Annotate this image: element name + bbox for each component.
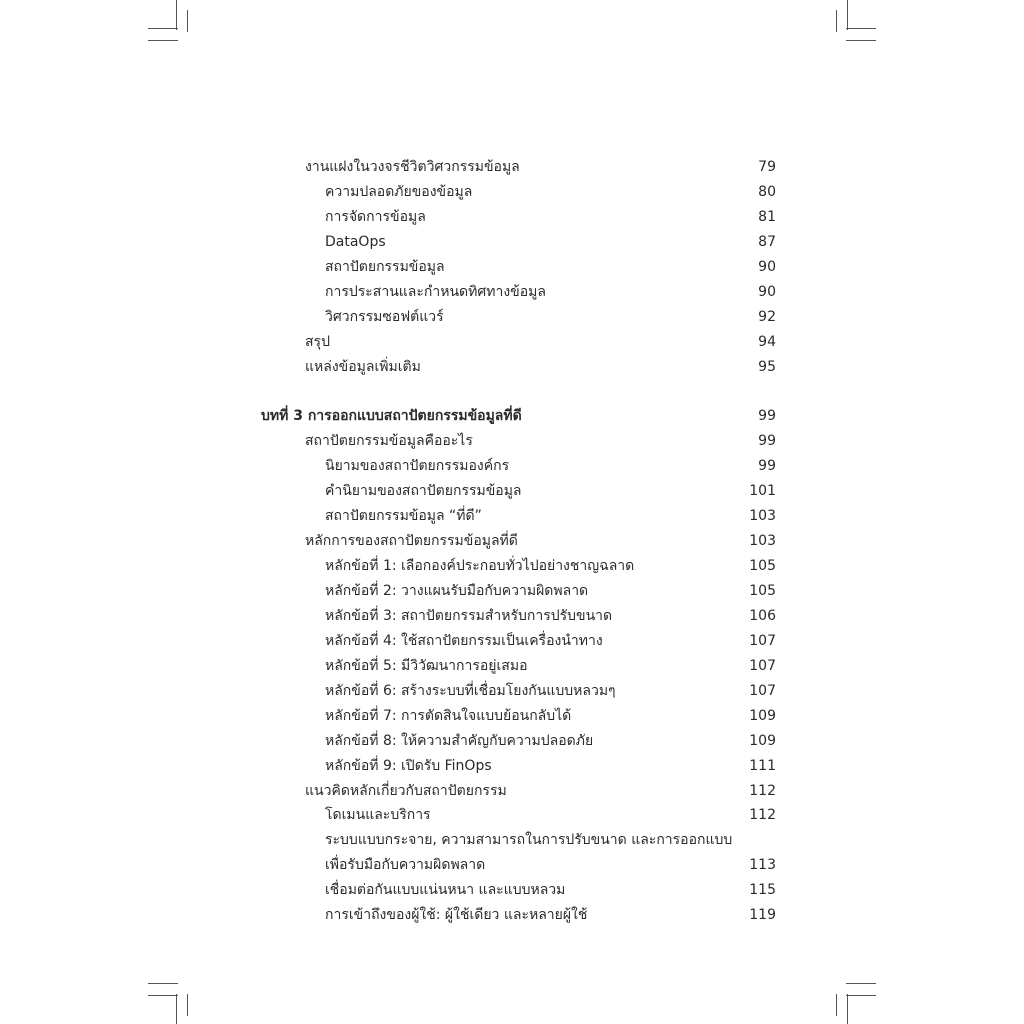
toc-entry-title: สถาปัตยกรรมข้อมูล “ที่ดี” xyxy=(325,508,482,524)
toc-entry xyxy=(305,429,776,454)
toc-entry xyxy=(325,803,776,828)
toc-entry-title: เพื่อรับมือกับความผิดพลาด xyxy=(325,857,486,873)
toc-entry-page: 92 xyxy=(758,309,776,325)
toc-entry xyxy=(325,280,776,305)
toc-entry-page: 95 xyxy=(758,359,776,375)
toc-entry-title: หลักข้อที่ 3: สถาปัตยกรรมสำหรับการปรับขนาด xyxy=(325,608,613,624)
toc-entry-title: การจัดการข้อมูล xyxy=(325,209,426,225)
toc-entry-page: 80 xyxy=(758,184,776,200)
toc-entry-page: 79 xyxy=(758,159,776,175)
toc-entry xyxy=(305,155,776,180)
toc-entry-page: 90 xyxy=(758,284,776,300)
toc-entry xyxy=(305,355,776,380)
toc-entry-page: 109 xyxy=(749,708,776,724)
toc-entry-page: 107 xyxy=(749,658,776,674)
toc-entry-title: การเข้าถึงของผู้ใช้: ผู้ใช้เดียว และหลายผู้ใช้ xyxy=(325,907,588,923)
toc-entry-page: 103 xyxy=(749,508,776,524)
toc-entry-page: 112 xyxy=(749,783,776,799)
toc-entry xyxy=(325,679,776,704)
toc-entry xyxy=(305,330,776,355)
toc-entry-title: สถาปัตยกรรมข้อมูล xyxy=(325,259,445,275)
toc-entry-page: 105 xyxy=(749,583,776,599)
toc-entry-page: 90 xyxy=(758,259,776,275)
toc-entry-title: หลักการของสถาปัตยกรรมข้อมูลที่ดี xyxy=(305,533,518,549)
toc-entry-page: 112 xyxy=(749,807,776,823)
toc-entry xyxy=(325,554,776,579)
toc-entry-title: แนวคิดหลักเกี่ยวกับสถาปัตยกรรม xyxy=(305,783,507,799)
toc-entry-title: ความปลอดภัยของข้อมูล xyxy=(325,184,473,200)
toc-entry-page: 99 xyxy=(758,433,776,449)
toc-entry-title: ระบบแบบกระจาย, ความสามารถในการปรับขนาด และการออกแบบ xyxy=(325,832,733,848)
toc-entry xyxy=(325,704,776,729)
toc-entry-title: เชื่อมต่อกันแบบแน่นหนา และแบบหลวม xyxy=(325,882,566,898)
toc-entry-page: 107 xyxy=(749,633,776,649)
toc-entry-page: 81 xyxy=(758,209,776,225)
toc-entry-page: 106 xyxy=(749,608,776,624)
toc-entry xyxy=(325,205,776,230)
toc-entry xyxy=(305,779,776,804)
toc-entry-title: แหล่งข้อมูลเพิ่มเติม xyxy=(305,359,421,375)
toc-entry xyxy=(325,604,776,629)
toc-entry-page: 103 xyxy=(749,533,776,549)
toc-entry-page: 101 xyxy=(749,483,776,499)
toc-entry xyxy=(325,754,776,779)
toc-entry xyxy=(325,654,776,679)
toc-entry-page: 99 xyxy=(758,408,776,424)
toc-entry xyxy=(325,828,776,853)
toc-entry xyxy=(325,230,776,255)
toc-entry-title: หลักข้อที่ 2: วางแผนรับมือกับความผิดพลาด xyxy=(325,583,589,599)
toc-entry xyxy=(325,729,776,754)
toc-entry-page: 105 xyxy=(749,558,776,574)
toc-entry-title: หลักข้อที่ 9: เปิดรับ FinOps xyxy=(325,758,492,774)
toc-entry-title: นิยามของสถาปัตยกรรมองค์กร xyxy=(325,458,510,474)
toc-entry-title: บทที่ 3 การออกแบบสถาปัตยกรรมข้อมูลที่ดี xyxy=(261,408,522,424)
toc-chapter-heading xyxy=(261,404,776,429)
toc-entry-title: วิศวกรรมซอฟต์แวร์ xyxy=(325,309,444,325)
toc-entry xyxy=(325,629,776,654)
toc-entry-title: หลักข้อที่ 6: สร้างระบบที่เชื่อมโยงกันแบบหลวมๆ xyxy=(325,683,616,699)
toc-entry-title: หลักข้อที่ 8: ให้ความสำคัญกับความปลอดภัย xyxy=(325,733,594,749)
toc-entry xyxy=(325,305,776,330)
toc-entry-title: หลักข้อที่ 7: การตัดสินใจแบบย้อนกลับได้ xyxy=(325,708,572,724)
toc-entry-page: 87 xyxy=(758,234,776,250)
toc-entry xyxy=(325,454,776,479)
toc-entry-title: การประสานและกำหนดทิศทางข้อมูล xyxy=(325,284,546,300)
toc-entry-page: 99 xyxy=(758,458,776,474)
toc-entry-title: หลักข้อที่ 1: เลือกองค์ประกอบทั่วไปอย่างชาญฉลาด xyxy=(325,558,635,574)
toc-entry-page: 115 xyxy=(749,882,776,898)
toc-entry-title: หลักข้อที่ 5: มีวิวัฒนาการอยู่เสมอ xyxy=(325,658,528,674)
toc-entry-title: โดเมนและบริการ xyxy=(325,807,431,823)
toc-entry xyxy=(325,180,776,205)
toc-entry-title: DataOps xyxy=(325,234,386,250)
toc-entry-title: งานแฝงในวงจรชีวิตวิศวกรรมข้อมูล xyxy=(305,159,520,175)
toc-entry-title: คำนิยามของสถาปัตยกรรมข้อมูล xyxy=(325,483,522,499)
toc-entry-page: 109 xyxy=(749,733,776,749)
toc-entry-page: 107 xyxy=(749,683,776,699)
toc-entry-title: สถาปัตยกรรมข้อมูลคืออะไร xyxy=(305,433,473,449)
toc-entry xyxy=(325,878,776,903)
toc-entry xyxy=(305,529,776,554)
toc-entry-title: สรุป xyxy=(305,334,330,350)
toc-entry-page: 94 xyxy=(758,334,776,350)
toc-entry xyxy=(325,504,776,529)
toc-entry xyxy=(325,903,776,928)
toc-entry xyxy=(325,853,776,878)
toc-entry xyxy=(325,255,776,280)
toc-entry-page: 113 xyxy=(749,857,776,873)
toc-entry-title: หลักข้อที่ 4: ใช้สถาปัตยกรรมเป็นเครื่องนำทาง xyxy=(325,633,603,649)
toc-entry xyxy=(325,479,776,504)
toc-entry-page: 111 xyxy=(749,758,776,774)
toc-entry-page: 119 xyxy=(749,907,776,923)
toc-entry xyxy=(325,579,776,604)
